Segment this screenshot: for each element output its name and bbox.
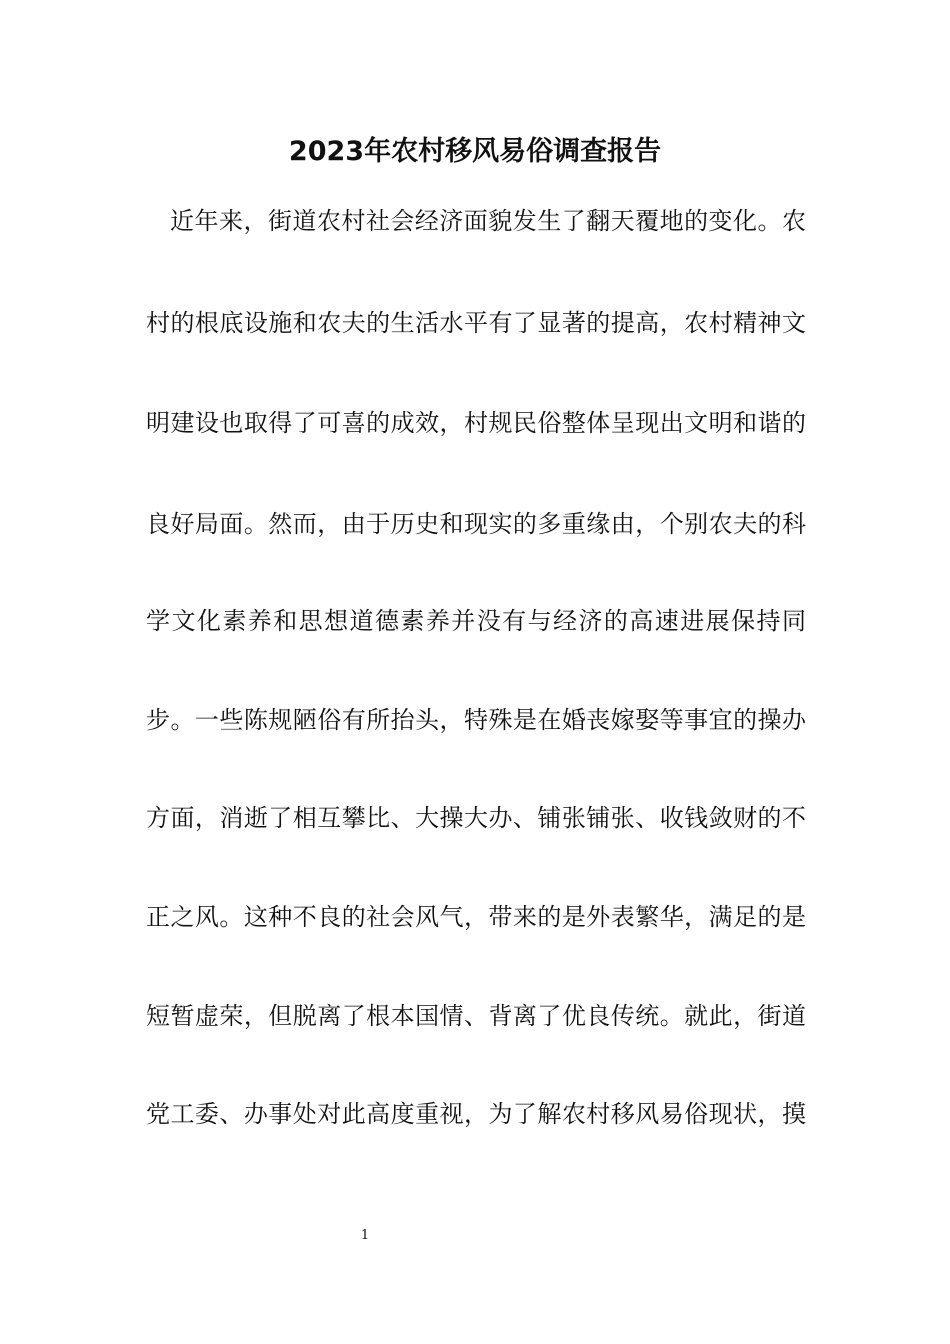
paragraph-line: 方面，消逝了相互攀比、大操大办、铺张铺张、收钱敛财的不 [146,804,806,832]
paragraph-line: 学文化素养和思想道德素养并没有与经济的高速进展保持同 [146,607,806,635]
document-title: 2023年农村移风易俗调查报告 [288,136,662,167]
paragraph-line: 短暂虚荣，但脱离了根本国情、背离了优良传统。就此，街道 [146,1002,806,1030]
page-number: 1 [360,1228,370,1243]
paragraph-line: 正之风。这种不良的社会风气，带来的是外表繁华，满足的是 [146,903,806,931]
paragraph-line: 村的根底设施和农夫的生活水平有了显著的提高，农村精神文 [146,309,806,337]
paragraph-line: 近年来，街道农村社会经济面貌发生了翻天覆地的变化。农 [170,207,806,235]
paragraph-line: 明建设也取得了可喜的成效，村规民俗整体呈现出文明和谐的 [146,409,806,437]
paragraph-line: 党工委、办事处对此高度重视，为了解农村移风易俗现状，摸 [146,1100,806,1128]
paragraph-line: 良好局面。然而，由于历史和现实的多重缘由，个别农夫的科 [146,510,806,538]
paragraph-line: 步。一些陈规陋俗有所抬头，特殊是在婚丧嫁娶等事宜的操办 [146,706,806,734]
